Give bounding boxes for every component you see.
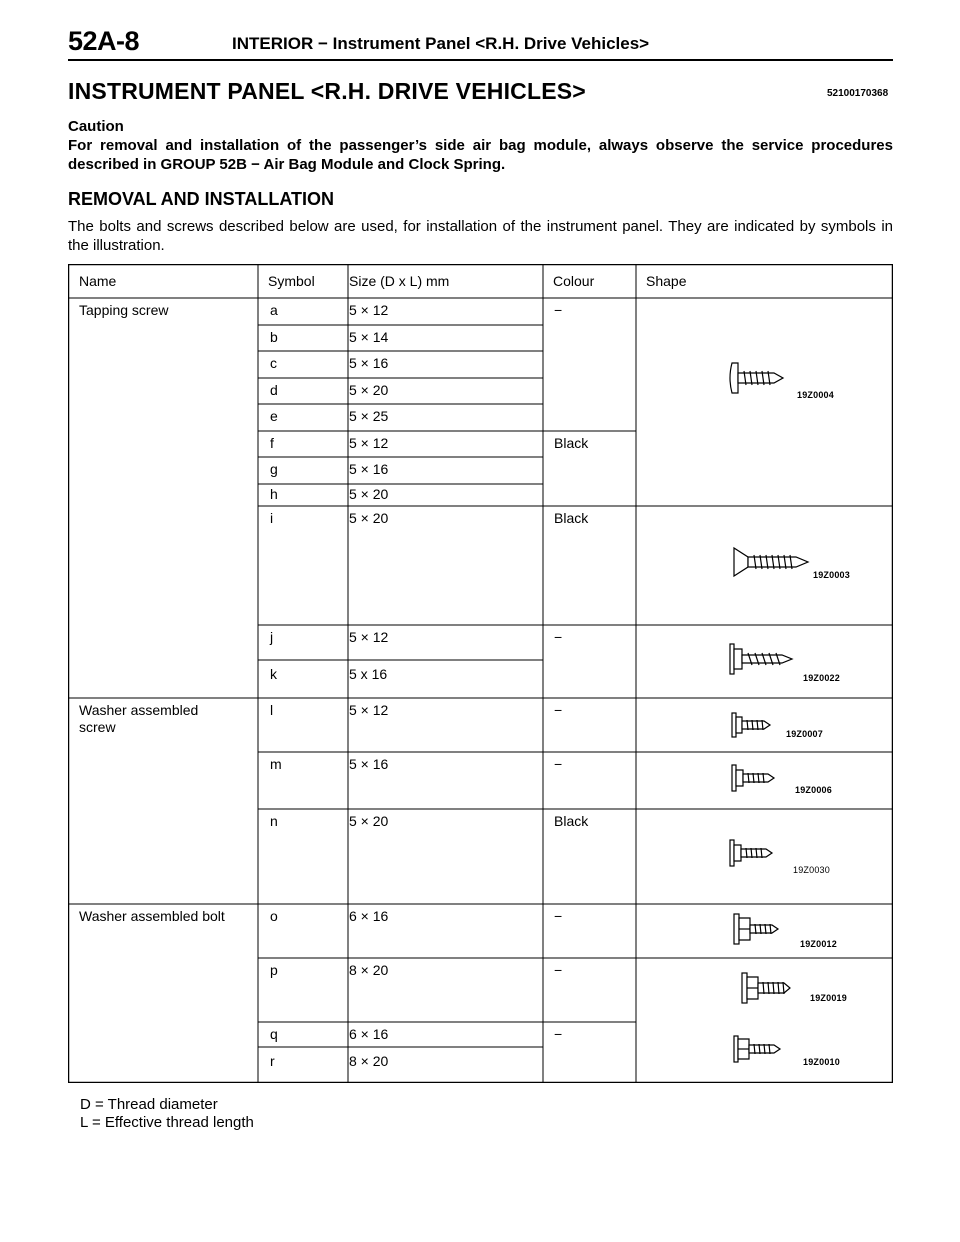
washer-bolt-flange-icon: [732, 1034, 782, 1064]
row-colour: −: [554, 702, 563, 718]
row-colour: −: [554, 908, 563, 924]
row-size: 5 × 12: [349, 435, 389, 451]
row-colour: −: [554, 1026, 563, 1042]
figure-code: 19Z0019: [810, 993, 847, 1003]
countersunk-screw-icon: [732, 546, 812, 578]
row-size: 6 × 16: [349, 1026, 389, 1042]
name-washer-assembled-screw: Washer assembled screw: [79, 702, 199, 735]
washer-screw-medium-icon: [730, 763, 776, 793]
row-size: 5 × 16: [349, 461, 389, 477]
section-title: INSTRUMENT PANEL <R.H. DRIVE VEHICLES>: [68, 78, 586, 104]
row-symbol: g: [270, 461, 278, 477]
row-symbol: m: [270, 756, 282, 772]
figure-code: 19Z0007: [786, 729, 823, 739]
section-code: 52100170368: [827, 88, 889, 99]
caution-heading: Caution: [68, 118, 124, 135]
row-symbol: h: [270, 486, 278, 502]
name-washer-assembled-bolt: Washer assembled bolt: [79, 908, 225, 924]
intro-paragraph: The bolts and screws described below are used, for installation of the instrument panel. They are indicated by symbols in the illustration.: [68, 218, 893, 254]
fastener-table: [68, 264, 893, 1083]
row-symbol: f: [270, 435, 274, 451]
figure-code: 19Z0004: [797, 390, 834, 400]
row-colour: −: [554, 302, 563, 318]
row-size: 5 × 12: [349, 629, 389, 645]
row-symbol: l: [270, 702, 274, 718]
row-size: 5 × 12: [349, 302, 389, 318]
row-colour: −: [554, 962, 563, 978]
row-size: 8 × 20: [349, 1053, 389, 1069]
header-colour: Colour: [553, 273, 595, 289]
name-tapping-screw: Tapping screw: [79, 302, 169, 318]
figure-code: 19Z0030: [793, 865, 830, 875]
row-symbol: n: [270, 813, 278, 829]
figure-code: 19Z0022: [803, 673, 840, 683]
running-header-title: INTERIOR − Instrument Panel <R.H. Drive Vehicles>: [232, 34, 650, 53]
note-thread-length: L = Effective thread length: [80, 1114, 254, 1131]
row-size: 5 × 20: [349, 382, 389, 398]
washer-bolt-hex-icon: [732, 912, 780, 946]
header-symbol: Symbol: [268, 273, 315, 289]
row-symbol: o: [270, 908, 278, 924]
figure-code: 19Z0010: [803, 1057, 840, 1067]
row-symbol: a: [270, 302, 278, 318]
row-colour: −: [554, 629, 563, 645]
subsection-title: REMOVAL AND INSTALLATION: [68, 189, 334, 209]
row-size: 5 × 20: [349, 486, 389, 502]
row-size: 5 × 14: [349, 329, 389, 345]
row-colour: Black: [554, 435, 589, 451]
page-number: 52A-8: [68, 26, 140, 56]
row-size: 5 x 16: [349, 666, 388, 682]
header-shape: Shape: [646, 273, 687, 289]
header-size: Size (D x L) mm: [349, 273, 450, 289]
row-symbol: c: [270, 355, 277, 371]
washer-screw-black-icon: [728, 838, 774, 868]
row-symbol: j: [270, 629, 274, 645]
washer-screw-short-icon: [730, 711, 772, 739]
row-size: 5 × 20: [349, 813, 389, 829]
tapping-screw-pan-head-icon: [728, 359, 788, 397]
row-size: 5 × 12: [349, 702, 389, 718]
row-symbol: k: [270, 666, 277, 682]
row-size: 5 × 16: [349, 756, 389, 772]
header-rule: [68, 59, 893, 61]
row-symbol: q: [270, 1026, 278, 1042]
figure-code: 19Z0012: [800, 939, 837, 949]
row-size: 5 × 20: [349, 510, 389, 526]
header-name: Name: [79, 273, 117, 289]
row-symbol: r: [270, 1053, 275, 1069]
row-symbol: e: [270, 408, 278, 424]
figure-code: 19Z0003: [813, 570, 850, 580]
note-thread-diameter: D = Thread diameter: [80, 1096, 218, 1113]
row-size: 8 × 20: [349, 962, 389, 978]
washer-tapping-screw-icon: [728, 642, 796, 676]
row-symbol: p: [270, 962, 278, 978]
figure-code: 19Z0006: [795, 785, 832, 795]
row-size: 5 × 25: [349, 408, 389, 424]
row-symbol: b: [270, 329, 278, 345]
row-colour: Black: [554, 813, 589, 829]
caution-text: For removal and installation of the passenger’s side air bag module, always observe the service procedures described in GROUP 52B − Air Bag Module and Clock Spring.: [68, 137, 893, 173]
row-symbol: d: [270, 382, 278, 398]
row-colour: −: [554, 756, 563, 772]
row-size: 6 × 16: [349, 908, 389, 924]
row-colour: Black: [554, 510, 589, 526]
row-symbol: i: [270, 510, 274, 526]
washer-bolt-hex-long-icon: [740, 971, 792, 1005]
row-size: 5 × 16: [349, 355, 389, 371]
